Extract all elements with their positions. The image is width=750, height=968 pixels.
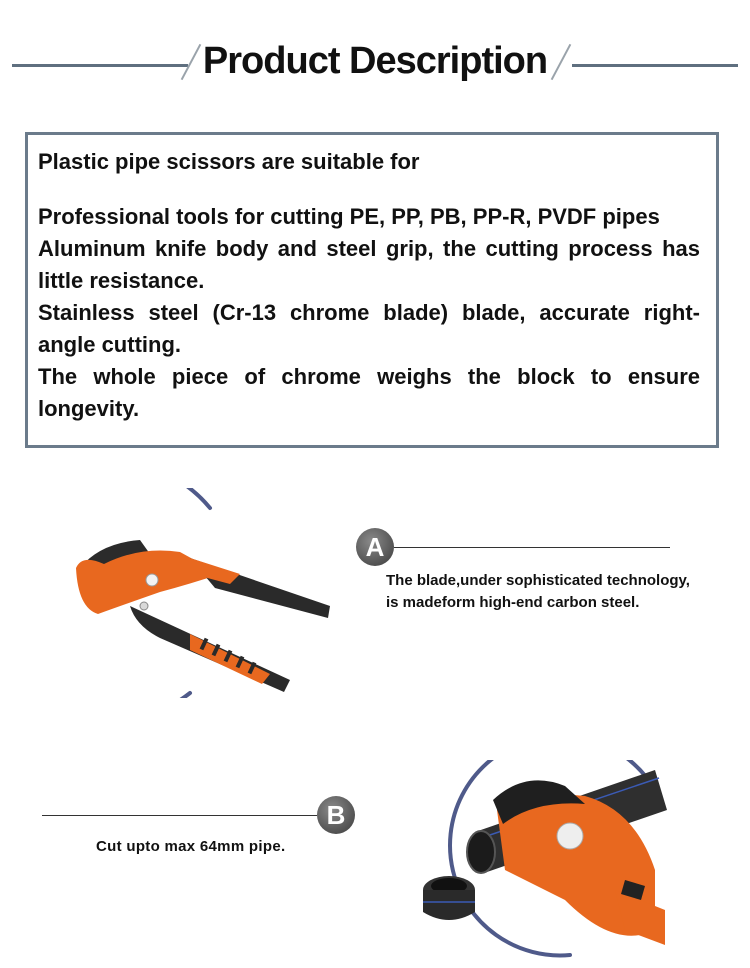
page-header [0, 0, 750, 120]
header-rule-left [12, 64, 188, 67]
header-rule-right [572, 64, 738, 67]
feature-a-rule [394, 547, 670, 548]
description-heading: Plastic pipe scissors are suitable for [38, 149, 420, 174]
pipe-closeup-image [405, 760, 705, 968]
feature-a-badge: A [356, 528, 394, 566]
page-title: Product Description [202, 40, 548, 82]
description-line: Professional tools for cutting PE, PP, PB, PP-R, PVDF pipes [38, 204, 660, 229]
header-slash-right [551, 44, 572, 80]
feature-a-text [386, 570, 690, 614]
feature-a-line: is madeform high-end carbon steel. [386, 594, 640, 611]
description-line: The whole piece of chrome weighs the block to ensure longevity. [38, 364, 700, 421]
description-line: Stainless steel (Cr-13 chrome blade) blade, accurate right-angle cutting. [38, 300, 700, 357]
feature-b-rule [42, 815, 317, 816]
description-box [25, 132, 719, 448]
pipe-cutter-image [40, 488, 340, 698]
header-slash-left [181, 44, 202, 80]
feature-a-line: The blade,under sophisticated technology, [386, 572, 690, 589]
feature-b-badge: B [317, 796, 355, 834]
feature-b-text: Cut upto max 64mm pipe. [96, 838, 286, 855]
description-line: Aluminum knife body and steel grip, the cutting process has little resistance. [38, 236, 700, 293]
